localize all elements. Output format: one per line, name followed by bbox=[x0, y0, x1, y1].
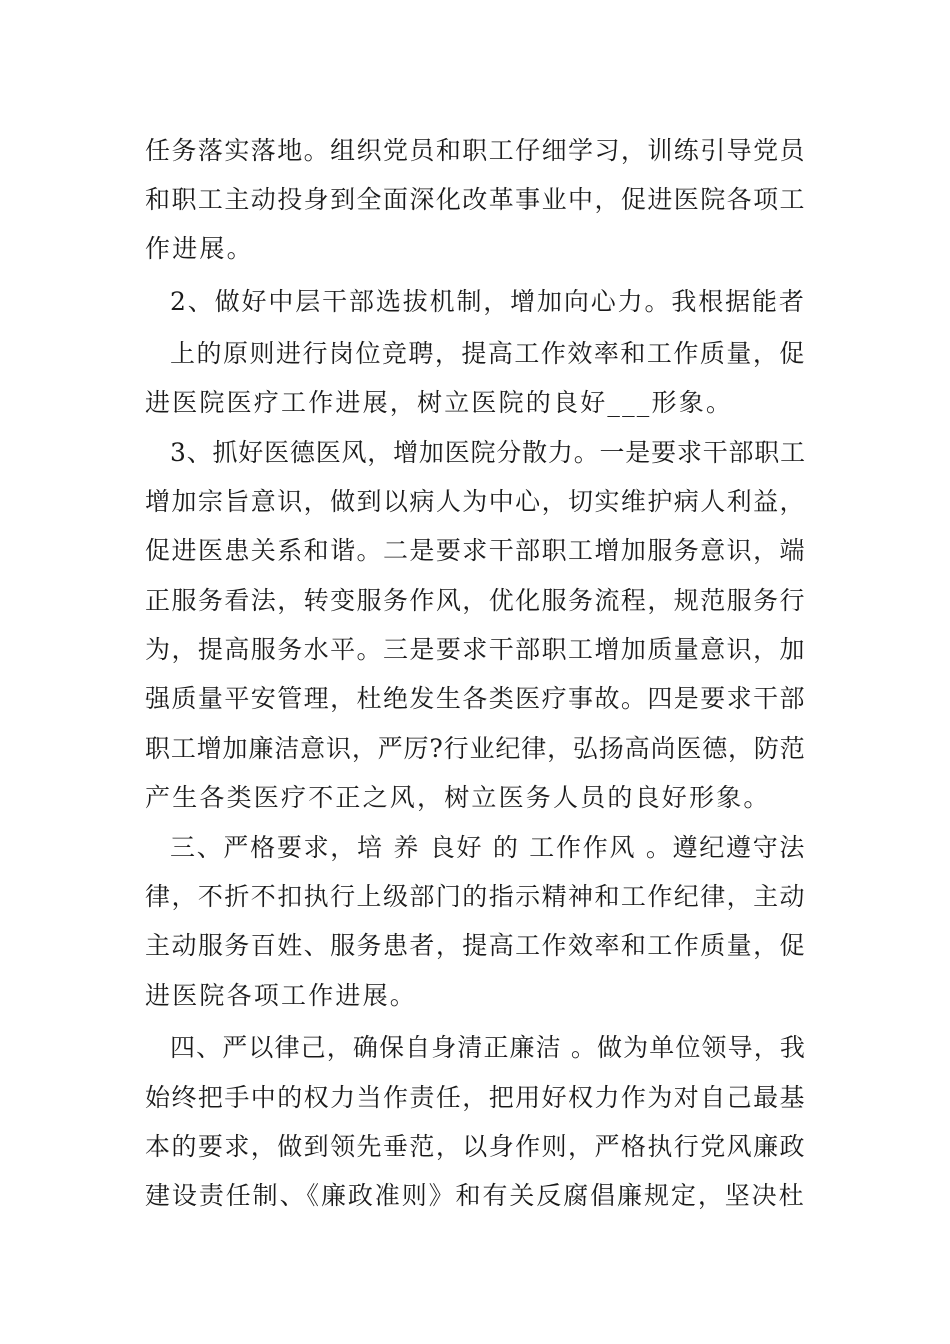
text-line: 进医院各项工作进展。 bbox=[145, 981, 418, 1010]
text-line: 职工增加廉洁意识，严厉?行业纪律，弘扬高尚医德，防范 bbox=[145, 734, 806, 763]
text-line: 产生各类医疗不正之风，树立医务人员的良好形象。 bbox=[145, 783, 771, 812]
paragraph-3-first-line: 3、抓好医德医风，增加医院分散力。一是要求干部职工 bbox=[170, 438, 806, 467]
text-line: 任务落实落地。组织党员和职工仔细学习，训练引导党员 bbox=[145, 136, 807, 165]
paragraph-2-first-line: 2、做好中层干部选拔机制，增加向心力。我根据能者 bbox=[170, 287, 806, 316]
text-line: 强质量平安管理，杜绝发生各类医疗事故。四是要求干部 bbox=[145, 684, 807, 713]
text-line: 促进医患关系和谐。二是要求干部职工增加服务意识，端 bbox=[145, 536, 807, 565]
text-line: 本的要求，做到领先垂范，以身作则，严格执行党风廉政 bbox=[145, 1132, 807, 1161]
text-line: 始终把手中的权力当作责任，把用好权力作为对自己最基 bbox=[145, 1083, 807, 1112]
section-3-heading-line: 三、严格要求，培 养 良好 的 工作作风 。遵纪遵守法 bbox=[170, 833, 807, 862]
text-line: 作进展。 bbox=[145, 234, 254, 263]
text-line: 为，提高服务水平。三是要求干部职工增加质量意识，加 bbox=[145, 635, 807, 664]
text-line: 主动服务百姓、服务患者，提高工作效率和工作质量，促 bbox=[145, 931, 807, 960]
text-line: 增加宗旨意识，做到以病人为中心，切实维护病人利益， bbox=[145, 487, 807, 516]
text-line: 建设责任制、《廉政准则》和有关反腐倡廉规定，坚决杜 bbox=[145, 1181, 806, 1210]
text-line: 进医院医疗工作进展，树立医院的良好___形象。 bbox=[145, 388, 734, 417]
text-line: 正服务看法，转变服务作风，优化服务流程，规范服务行 bbox=[145, 586, 807, 615]
text-line: 上的原则进行岗位竞聘，提高工作效率和工作质量，促 bbox=[170, 339, 806, 368]
text-line: 律，不折不扣执行上级部门的指示精神和工作纪律，主动 bbox=[145, 882, 807, 911]
text-line: 和职工主动投身到全面深化改革事业中，促进医院各项工 bbox=[145, 185, 807, 214]
section-4-heading-line: 四、严以律己，确保自身清正廉洁 。做为单位领导，我 bbox=[170, 1033, 806, 1062]
